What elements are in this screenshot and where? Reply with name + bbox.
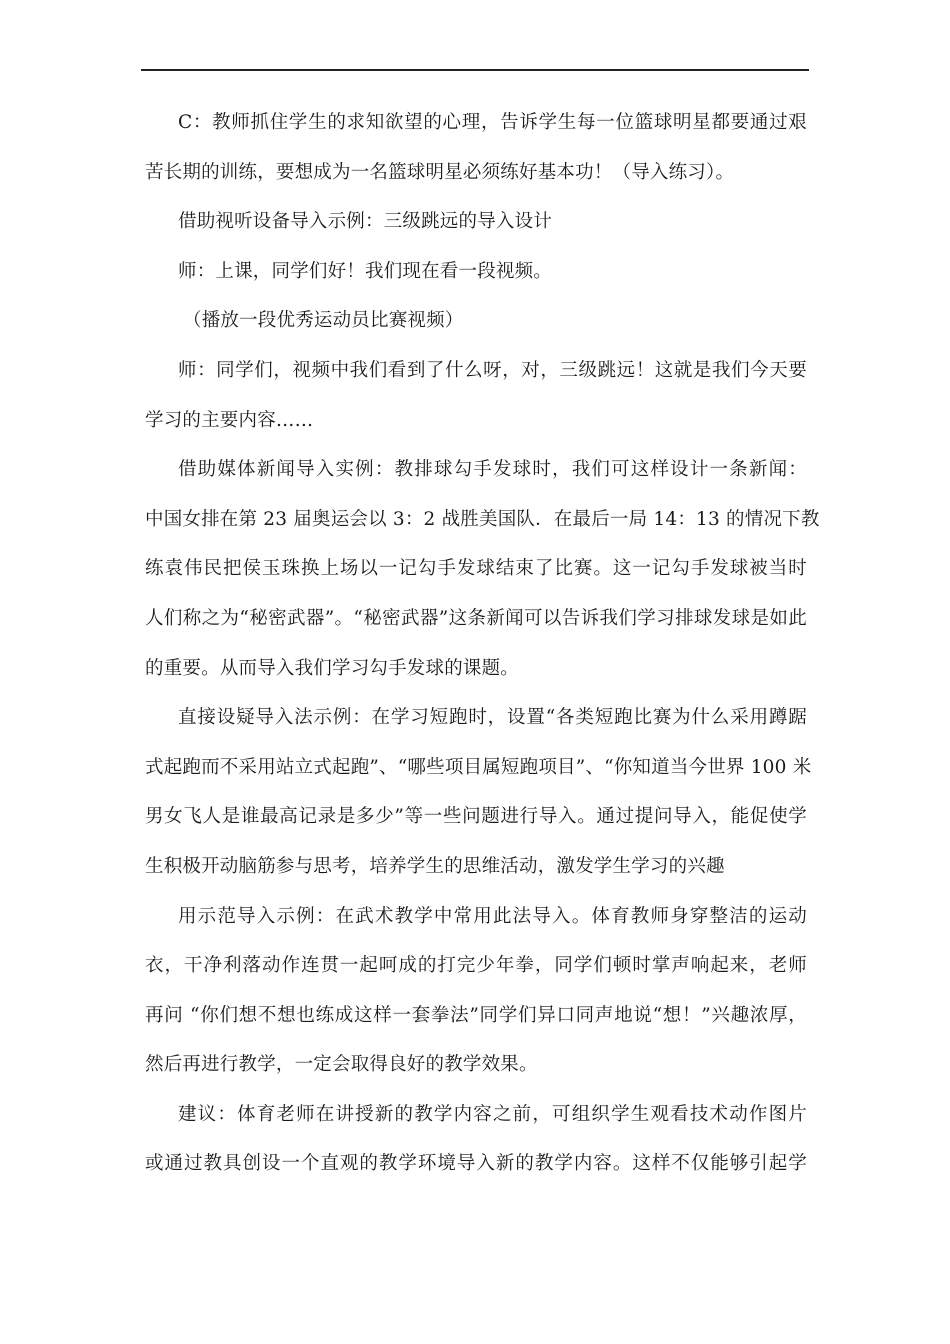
paragraph-line: 式起跑而不采用站立式起跑”、“哪些项目属短跑项目”、“你知道当今世界 100 米	[145, 756, 812, 778]
paragraph-line: 直接设疑导入法示例：在学习短跑时，设置“各类短跑比赛为什么采用蹲踞	[178, 707, 807, 729]
paragraph-line: 师：同学们，视频中我们看到了什么呀，对，三级跳远！这就是我们今天要	[178, 359, 807, 381]
paragraph-line: 借助视听设备导入示例：三级跳远的导入设计	[178, 211, 553, 233]
paragraph-line: 师：上课，同学们好！我们现在看一段视频。	[178, 260, 553, 282]
header-rule	[141, 69, 809, 71]
paragraph-line: 中国女排在第 23 届奥运会以 3：2 战胜美国队．在最后一局 14：13 的情况下教	[145, 508, 820, 530]
paragraph-line: 或通过教具创设一个直观的教学环境导入新的教学内容。这样不仅能够引起学	[145, 1153, 807, 1175]
paragraph-line: 苦长期的训练，要想成为一名篮球明星必须练好基本功！（导入练习）。	[145, 161, 735, 183]
paragraph-line: 学习的主要内容……	[145, 409, 314, 431]
paragraph-line: 再问 “你们想不想也练成这样一套拳法”同学们异口同声地说“想！”兴趣浓厚，	[145, 1004, 807, 1026]
paragraph-line: 建议：体育老师在讲授新的教学内容之前，可组织学生观看技术动作图片	[178, 1103, 807, 1125]
document-body	[145, 98, 820, 1189]
paragraph-line: （播放一段优秀运动员比赛视频）	[183, 310, 464, 332]
paragraph-line: 的重要。从而导入我们学习勾手发球的课题。	[145, 657, 520, 679]
paragraph-line: 练袁伟民把侯玉珠换上场以一记勾手发球结束了比赛。这一记勾手发球被当时	[145, 558, 807, 580]
paragraph-line: 生积极开动脑筋参与思考，培养学生的思维活动，激发学生学习的兴趣	[145, 855, 725, 877]
paragraph-line: 衣，干净利落动作连贯一起呵成的打完少年拳，同学们顿时掌声响起来，老师	[145, 955, 807, 977]
paragraph-line: C：教师抓住学生的求知欲望的心理，告诉学生每一位篮球明星都要通过艰	[178, 112, 807, 133]
paragraph-line: 用示范导入示例：在武术教学中常用此法导入。体育教师身穿整洁的运动	[178, 905, 807, 927]
paragraph-line: 借助媒体新闻导入实例：教排球勾手发球时，我们可这样设计一条新闻：	[178, 459, 807, 481]
paragraph-line: 人们称之为“秘密武器”。“秘密武器”这条新闻可以告诉我们学习排球发球是如此	[145, 607, 807, 629]
paragraph-line: 男女飞人是谁最高记录是多少”等一些问题进行导入。通过提问导入，能促使学	[145, 806, 807, 828]
paragraph-line: 然后再进行教学，一定会取得良好的教学效果。	[145, 1054, 538, 1076]
